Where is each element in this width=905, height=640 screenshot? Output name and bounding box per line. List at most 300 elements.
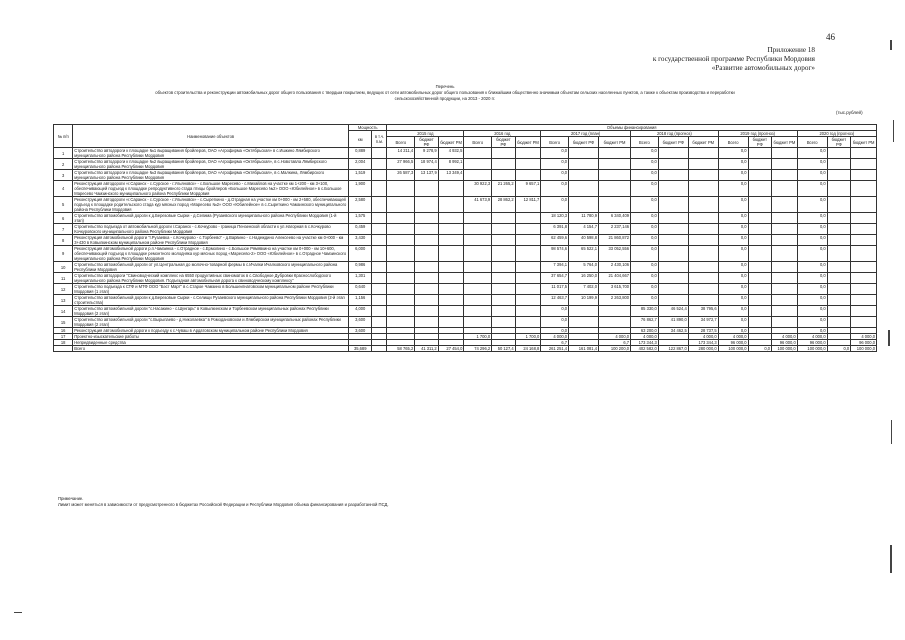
funding-value [492,170,516,181]
funding-value [748,284,772,295]
funding-value: 0,0 [718,148,748,159]
scan-artifact [893,120,894,142]
footnote-text: Лимит может меняться в зависимости от предусмотренного в бюджетах Российской Федерации и Республики Мордовия объема финансирования и разработанной ПСД. [58,502,389,507]
funding-value [438,317,464,328]
funding-value: 0,0 [631,284,659,295]
object-name: Строительство автомобильной дороги "с.Вырыпаево - д.Николаевка" в Ромодановском и Лямбирском муниципальных районах Республики Мордовия (2 этап) [73,317,349,328]
funding-value [772,213,798,224]
header-sub-total: Всего [631,137,659,148]
funding-value: 0,0 [631,224,659,235]
funding-value: 0,0 [797,235,827,246]
appendix-line-1: Приложение 18 [767,46,815,54]
funding-value: 4 932,5 [438,148,464,159]
funding-value [598,197,630,213]
funding-value [438,181,464,197]
funding-value: 0,0 [797,159,827,170]
header-sub-total: Всего [541,137,569,148]
funding-value [827,235,851,246]
funding-value: 0,0 [718,197,748,213]
page-number: 46 [826,32,835,42]
funding-value [748,197,772,213]
funding-value [772,235,798,246]
funding-value [464,295,492,306]
funding-value [772,306,798,317]
length-km: 6,000 [348,246,372,262]
object-name: Реконструкция автодороги «г.Саранск - с.Сурское - г.Ульяновск» - с.Сыреткино - д.Отрадная на участке км 0+000 - км 2+580, обеспечивающей подъезд к площадке родительского стада кур мясных пород «Маресево №2» ООО «Юбилейное» в с.Сыреткино Чамзинского муниципального района Республики Мордовия [73,197,349,213]
funding-value [515,159,541,170]
object-name: Строительство подъезда от автомобильной дороги г.Саранск - с.Кочкурово - граница Пензенской области к ул.Нагорная в с.Кочкурово Кочкуровского муниципального района Республики Мордовия [73,224,349,235]
funding-value: 4 000,0 [797,334,827,340]
funding-value [772,148,798,159]
length-pm [372,170,387,181]
funding-value [772,284,798,295]
funding-value: 13 349,4 [438,170,464,181]
funding-value: 21 404,667 [598,273,630,284]
length-km: 3,600 [348,328,372,334]
funding-value [748,213,772,224]
funding-value [688,159,718,170]
total-label: Всего [73,346,349,352]
header-unit-a: в т.ч. [374,134,385,139]
funding-value [851,197,877,213]
funding-value: 0,0 [797,273,827,284]
funding-value: 2 430,106 [598,262,630,273]
header-sub-rm: бюджет РМ [688,137,718,148]
length-km: 1,519 [348,170,372,181]
funding-value: 0,0 [541,181,569,197]
funding-value [438,284,464,295]
funding-value: 7 402,0 [569,284,599,295]
funding-value: 5 764,0 [569,262,599,273]
funding-value: 85 330,0 [631,306,659,317]
funding-value: 1 700,0 [464,334,492,340]
funding-value: 26 587,3 [387,170,415,181]
table-row [54,306,877,317]
funding-value: 0,0 [797,317,827,328]
length-pm [372,159,387,170]
funding-value [464,170,492,181]
length-km: 3,600 [348,317,372,328]
funding-value: 0,0 [541,170,569,181]
header-year-2016: 2016 год [464,131,541,137]
table-row [54,317,877,328]
object-name: Строительство автомобильной дороги к д.Березовые Сырки - д.Селима (Рузаевского муниципального района Республики Мордовия (1-й этап) [73,213,349,224]
funding-value: 27 966,5 [387,159,415,170]
header-power: Мощность [348,125,386,131]
funding-value [464,235,492,246]
funding-value [415,224,439,235]
row-number: 17 [54,334,73,340]
length-pm [372,197,387,213]
funding-value: 0,0 [631,148,659,159]
funding-value [492,295,516,306]
table-row [54,159,877,170]
funding-value [688,235,718,246]
funding-value: 46 524,4 [658,306,688,317]
length-km: 1,156 [348,295,372,306]
object-name: Реконструкция автомобильной дороги к подъезду к с.Чуваш в Ардатовском муниципальном районе Республики Мордовия [73,328,349,334]
funding-value: 63 200,0 [631,328,659,334]
header-sub-rf: бюджет РФ [569,137,599,148]
funding-value [387,246,415,262]
funding-value: 96 000,0 [851,340,877,346]
funding-value: 30 922,3 [464,181,492,197]
row-number: 10 [54,262,73,273]
funding-value [387,197,415,213]
funding-value [827,306,851,317]
funding-value [827,148,851,159]
funding-value: 74 296,2 [464,346,492,352]
funding-value: 0,0 [797,306,827,317]
funding-value [569,306,599,317]
funding-value [598,170,630,181]
length-km: 0,986 [348,262,372,273]
funding-value [387,262,415,273]
funding-value: 0,0 [797,295,827,306]
funding-value [415,295,439,306]
funding-value: 173 344,3 [688,340,718,346]
header-num: № п/п [54,125,73,148]
funding-value: 0,0 [718,262,748,273]
funding-value: 0,0 [631,159,659,170]
funding-value [387,181,415,197]
funding-value: 100 000,0 [797,346,827,352]
funding-value: 0,0 [631,295,659,306]
funding-value: 0,0 [631,170,659,181]
funding-value [515,273,541,284]
funding-value: 76 862,7 [631,317,659,328]
funding-value [772,246,798,262]
header-sub-rf: бюджет РФ [748,137,772,148]
funding-value [492,284,516,295]
funding-value: 0,0 [718,159,748,170]
funding-value: 18 974,4 [415,159,439,170]
header-sub-total: Всего [387,137,415,148]
table-row [54,284,877,295]
funding-value: 0,0 [541,197,569,213]
funding-value [492,306,516,317]
funding-value: 2 263,800 [598,295,630,306]
funding-value: 0,0 [797,213,827,224]
funding-value [772,262,798,273]
header-sub-rf: бюджет РФ [658,137,688,148]
funding-value: 0,0 [797,170,827,181]
funding-value [438,235,464,246]
funding-value: 96 000,0 [797,340,827,346]
table-row [54,224,877,235]
funding-value [464,224,492,235]
funding-value: 21 265,2 [492,181,516,197]
scan-artifact [890,40,892,50]
funding-value [387,284,415,295]
scan-artifact [890,545,892,573]
funding-value: 28 737,5 [688,328,718,334]
funding-value [515,317,541,328]
funding-value [851,159,877,170]
scan-artifact [888,330,890,346]
funding-value [569,170,599,181]
funding-value [772,197,798,213]
row-number: 9 [54,246,73,262]
funding-value [688,197,718,213]
funding-value [748,317,772,328]
funding-value [387,273,415,284]
funding-value: 14 211,4 [387,148,415,159]
funding-value [598,148,630,159]
header-year-2020: 2020 год (прогноз) [797,131,876,137]
funding-value [387,295,415,306]
funding-value [569,317,599,328]
funding-value: 41 311,2 [415,346,439,352]
header-sub-rm: бюджет РМ [598,137,630,148]
object-name: Строительство автомобильной дороги к д.Березовые Сырки - с.Селищи Рузаевского муниципального района Республики Мордовия (2-й этап строительства) [73,295,349,306]
funding-value [438,246,464,262]
funding-value [688,170,718,181]
table-row [54,197,877,213]
funding-value: 4 000,0 [631,334,659,340]
funding-value [851,262,877,273]
funding-value: 2 237,146 [598,224,630,235]
object-name: Строительство автодороги "Свиноводческий комплекс на 6550 продуктивных свиноматок в с.Свободное Дубровки Краснослободского муниципального района Республики Мордовия. Подъездная автомобильная дорога к свиноводческому комплексу" [73,273,349,284]
funding-value [438,224,464,235]
header-sub-rm: бюджет РМ [515,137,541,148]
funding-value: 100 000,0 [718,346,748,352]
length-pm [372,295,387,306]
length-pm [372,181,387,197]
length-km: 0,640 [348,284,372,295]
funding-value: 0,0 [797,328,827,334]
row-number: 1 [54,148,73,159]
funding-value [827,317,851,328]
header-sub-rm: бюджет РМ [438,137,464,148]
funding-value [492,224,516,235]
funding-value [658,148,688,159]
funding-value [772,295,798,306]
header-sub-rf: бюджет РФ [415,137,439,148]
funding-value [827,284,851,295]
funding-value [569,159,599,170]
funding-value: 0,0 [718,295,748,306]
header-sub-rf: бюджет РФ [492,137,516,148]
funding-value: 0,0 [827,346,851,352]
length-km: 3,430 [348,235,372,246]
header-sub-total: Всего [797,137,827,148]
object-name: Строительство автодороги к площадке №3 выращивания бройлеров, ОАО «Агрофирма «Октябрьская», в с.Малкина, Лямбирского муниципального района Республики Мордовия [73,170,349,181]
funding-value [464,159,492,170]
funding-value [415,306,439,317]
funding-value: 12 463,7 [541,295,569,306]
funding-value: 12 811,7 [515,197,541,213]
header-year-2015: 2015 год [387,131,464,137]
funding-value [658,181,688,197]
funding-value: 0,0 [718,224,748,235]
funding-value [851,284,877,295]
object-name: Реконструкция автомобильной дороги р.п.Чамзинка - с.Отрадное - с.Ермолино - с.Большое Рямявкино на участке км 0+000 - км 10+600, обеспечивающей подъезд к площадке ремонтного молодняка кур мясных пород «Маресево-2» ООО «Юбилейное» в с.Отрадное Чамзинского муниципального района Республики Мордовия [73,246,349,262]
funding-value [827,159,851,170]
row-number: 6 [54,213,73,224]
length-km: 1,900 [348,181,372,197]
funding-value: 0,0 [631,273,659,284]
funding-value [387,224,415,235]
funding-value [415,197,439,213]
appendix-header [555,46,815,73]
funding-value: 7 394,1 [541,262,569,273]
funding-value: 65 522,1 [569,246,599,262]
object-name: Реконструкция автодороги «г.Саранск - с.Сурское - г.Ульяновск» - с.Большое Маресево - с.Михайлов на участке км 1+200 - км 3+100, обеспечивающей подъезд к площадке репродуктивного стада птицы бройлеров «Большое Маресево №2» ООО «Юбилейное» в с.Большое Маресево Чамзинского муниципального района Республики Мордовия [73,181,349,197]
funding-value [492,246,516,262]
length-pm [372,346,387,352]
funding-value [827,181,851,197]
table-row [54,181,877,197]
funding-value [515,295,541,306]
funding-value [492,262,516,273]
funding-value: 96 000,0 [718,340,748,346]
funding-value: 0,0 [718,306,748,317]
funding-value [658,224,688,235]
funding-value [748,306,772,317]
funding-value [492,148,516,159]
header-sub-total: Всего [464,137,492,148]
funding-value: 173 344,3 [631,340,659,346]
funding-value [569,181,599,197]
funding-value [415,273,439,284]
funding-value: 13 137,9 [415,170,439,181]
funding-value [492,159,516,170]
funding-value [748,295,772,306]
header-sub-rf: бюджет РФ [827,137,851,148]
funding-value [492,317,516,328]
header-km: км [348,131,372,148]
length-pm [372,306,387,317]
funding-value [772,170,798,181]
funding-value [658,159,688,170]
object-name: Проектно-изыскательские работы [73,334,349,340]
scan-artifact [14,612,22,613]
header-sub-rm: бюджет РМ [772,137,798,148]
funding-value [658,284,688,295]
funding-value [569,197,599,213]
funding-value [658,197,688,213]
funding-value: 37 654,7 [541,273,569,284]
length-pm [372,235,387,246]
object-name: Строительство автодороги к площадке №1 выращивания бройлеров, ОАО «Агрофирма «Октябрьская» в с.Ишкино Лямбирского муниципального района Республики Мордовия [73,148,349,159]
funding-value: 6,7 [541,340,569,346]
length-pm [372,246,387,262]
funding-value [688,148,718,159]
funding-value [772,317,798,328]
funding-value: 0,0 [631,262,659,273]
funding-value [438,213,464,224]
funding-value [827,224,851,235]
funding-value [851,148,877,159]
funding-value [438,295,464,306]
funding-value [688,262,718,273]
funding-value: 0,0 [631,181,659,197]
funding-value: 4 000,0 [772,334,798,340]
appendix-line-3: «Развитие автомобильных дорог» [711,64,815,72]
funding-value [515,170,541,181]
header-name: Наименование объектов [73,125,349,148]
funding-value [464,246,492,262]
funding-value: 0,0 [541,148,569,159]
document-title [20,84,870,102]
header-sub-total: Всего [718,137,748,148]
funding-value [438,262,464,273]
units-label: (тыс.рублей) [836,110,863,115]
header-year-2018: 2018 год (прогноз) [631,131,719,137]
title-line-3: сельскохозяйственной продукции, на 2013 - 2020 гг. [394,96,496,101]
total-row-num [54,346,73,352]
funding-value [438,306,464,317]
table-row [54,273,877,284]
funding-value: 24 168,8 [515,346,541,352]
funding-value [515,246,541,262]
funding-value: 0,0 [718,213,748,224]
funding-value: 0,0 [718,181,748,197]
funding-value: 100 000,0 [851,346,877,352]
funding-value [658,246,688,262]
funding-value [748,159,772,170]
funding-value [658,235,688,246]
funding-value [415,284,439,295]
funding-value [658,273,688,284]
funding-value [688,273,718,284]
funding-value: 100 200,0 [598,346,630,352]
funding-value [688,246,718,262]
funding-value [827,246,851,262]
funding-value: 41 673,9 [464,197,492,213]
funding-value [851,170,877,181]
row-number: 3 [54,170,73,181]
length-pm [372,148,387,159]
funding-value [748,246,772,262]
funding-value: 0,0 [718,317,748,328]
row-number: 12 [54,284,73,295]
funding-value [827,295,851,306]
funding-value [598,159,630,170]
funding-value: 0,0 [631,235,659,246]
funding-value: 58 765,2 [387,346,415,352]
row-number: 14 [54,306,73,317]
funding-value [748,262,772,273]
funding-value: 8 992,1 [438,159,464,170]
funding-value [658,295,688,306]
funding-value [772,159,798,170]
header-sub-rm: бюджет РМ [851,137,877,148]
object-name: Строительство автодороги к площадке №2 выращивания бройлеров, ОАО «Агрофирма «Октябрьская», в с.Новотавла Лямбирского муниципального района Республики Мордовия [73,159,349,170]
table-row [54,235,877,246]
funding-value: 34 462,5 [658,328,688,334]
row-number: 2 [54,159,73,170]
funding-value [827,262,851,273]
funding-value: 40 598,8 [569,235,599,246]
row-number: 7 [54,224,73,235]
funding-value: 0,0 [631,246,659,262]
funding-value: 4 154,7 [569,224,599,235]
funding-value: 0,0 [718,235,748,246]
funding-value: 28 862,2 [492,197,516,213]
funding-value [851,306,877,317]
object-name: Строительство подъезда к СТФ и МТФ ООО "Бэст Март" в с.Старое Чамзино в Большеигнатовском муниципальном районе Республики Мордовия (1 этап) [73,284,349,295]
funding-value [851,213,877,224]
length-km: 2,580 [348,197,372,213]
row-number: 13 [54,295,73,306]
funding-value: 0,0 [797,262,827,273]
funding-value: 122 867,0 [658,346,688,352]
funding-value [851,235,877,246]
funding-value [748,273,772,284]
table-row [54,170,877,181]
